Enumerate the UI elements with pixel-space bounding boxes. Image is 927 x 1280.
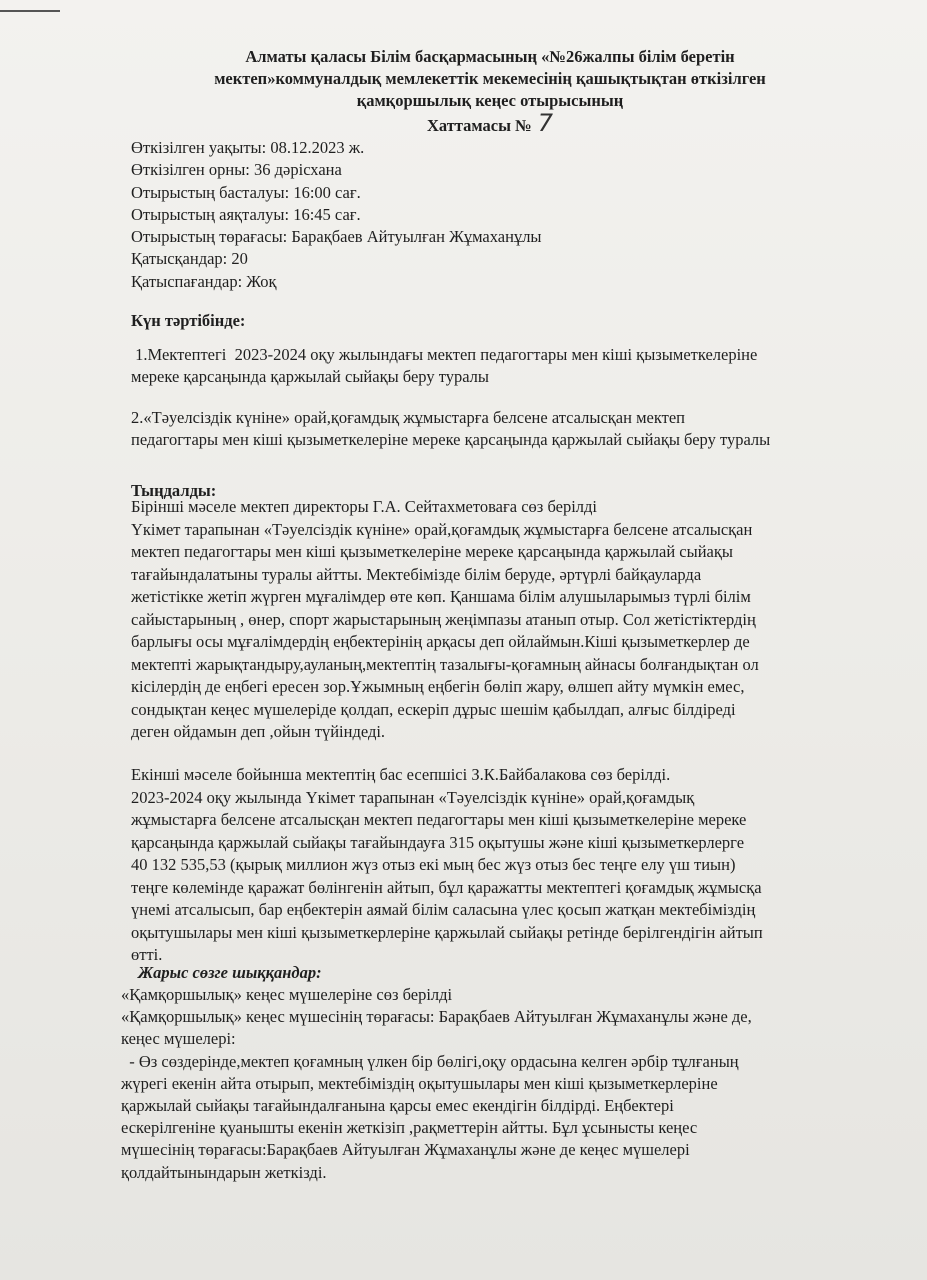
meeting-start: Отырыстың басталуы: 16:00 сағ. xyxy=(131,182,361,202)
paragraph-line: ескерілгеніне қуанышты екенін жеткізіп ,рақметтерін айтты. Бұл ұсынысты кеңес xyxy=(121,1118,698,1138)
meeting-details xyxy=(131,137,542,293)
paragraph-line: теңге көлемінде қаражат бөлінгенін айтып, бұл қаражатты мектептегі қоғамдық жұмысқа xyxy=(131,877,762,897)
first-issue-paragraph xyxy=(131,496,891,744)
document-header xyxy=(160,46,820,137)
protocol-title xyxy=(160,109,820,137)
paragraph-line: Екінші мәселе бойынша мектептің бас есепшісі З.К.Байбалакова сөз берілді. xyxy=(131,765,671,784)
header-line-3: қамқоршылық кеңес отырысының xyxy=(356,91,624,110)
paragraph-line: Бірінші мәселе мектеп директоры Г.А. Сейтахметоваға сөз берілді xyxy=(131,497,597,516)
agenda-item-2-line-2: педагогтары мен кіші қызыметкелеріне мереке қарсаңында қаржылай сыйақы беру туралы xyxy=(131,430,771,449)
paragraph-line: мектепті жарықтандыру,ауланың,мектептің тазалығы-қоғамның айнасы болғандықтан ол xyxy=(131,654,759,674)
meeting-chair: Отырыстың төрағасы: Барақбаев Айтуылған Жұмаханұлы xyxy=(131,227,542,247)
paragraph-line: қаржылай сыйақы тағайындалғанына қарсы емес екендігін білдірді. Еңбектері xyxy=(121,1096,674,1116)
paragraph-line: «Қамқоршылық» кеңес мүшесінің төрағасы: Барақбаев Айтуылған Жұмаханұлы және де, xyxy=(121,1007,752,1027)
paragraph-line: өтті. xyxy=(131,945,163,964)
paragraph-line: барлығы осы мұғалімдердің еңбектерінің арқасы деп ойлаймын.Кіші қызыметкерлер де xyxy=(131,632,750,651)
header-line-1: Алматы қаласы Білім басқармасының «№26жалпы білім беретін xyxy=(245,47,735,66)
protocol-number-handwritten: 7 xyxy=(537,109,553,137)
protocol-label: Хаттамасы № xyxy=(427,116,532,135)
second-issue-paragraph xyxy=(131,764,891,967)
agenda-item-1-line-2: мереке қарсаңында қаржылай сыйақы беру туралы xyxy=(131,367,489,386)
paragraph-line: сондықтан кеңес мүшелеріде қолдап, ескеріп дұрыс шешім қабылдап, алғыс білдіреді xyxy=(131,699,736,719)
absent-count: Қатыспағандар: Жоқ xyxy=(131,271,277,291)
meeting-end: Отырыстың аяқталуы: 16:45 сағ. xyxy=(131,204,361,224)
agenda-title: Күн тәртібінде: xyxy=(131,311,246,330)
paragraph-line: жетістікке жетіп жүрген мұғалімдер өте көп. Қаншама білім алушыларымыз түрлі білім xyxy=(131,587,751,606)
agenda-item-2-line-1: 2.«Тәуелсіздік күніне» орай,қоғамдық жұмыстарға белсене атсалысқан мектеп xyxy=(131,408,686,427)
header-line-2: мектеп»коммуналдық мемлекеттік мекемесінің қашықтықтан өткізілген xyxy=(214,69,766,88)
debate-title: Жарыс сөзге шыққандар: xyxy=(138,963,322,982)
agenda-item-1 xyxy=(131,344,871,388)
heard-title: Тыңдалды: xyxy=(131,481,217,500)
paragraph-line: үнемі атсалысып, бар еңбектерін аямай білім саласына үлес қосып жатқан мектебіміздің xyxy=(131,900,756,919)
paragraph-line: Үкімет тарапынан «Тәуелсіздік күніне» орай,қоғамдық жұмыстарға белсене атсалысқан xyxy=(131,519,753,539)
pen-mark xyxy=(0,10,60,12)
agenda-item-2 xyxy=(131,407,891,451)
paragraph-line: 2023-2024 оқу жылында Үкімет тарапынан «Тәуелсіздік күніне» орай,қоғамдық xyxy=(131,787,695,807)
paragraph-line: - Өз сөздерінде,мектеп қоғамның үлкен бір бөлігі,оқу ордасына келген әрбір тұлғаның xyxy=(121,1051,739,1071)
paragraph-line: мүшесінің төрағасы:Барақбаев Айтуылған Жұмаханұлы және де кеңес мүшелері xyxy=(121,1140,690,1160)
paragraph-line: кеңес мүшелері: xyxy=(121,1029,236,1049)
paragraph-line: оқытушылары мен кіші қызыметкерлеріне қаржылай сыйақы ретінде берілгендігін айтып xyxy=(131,922,763,942)
paragraph-line: жүрегі екенін айта отырып, мектебіміздің оқытушылары мен кіші қызыметкерлеріне xyxy=(121,1073,718,1093)
paragraph-line: «Қамқоршылық» кеңес мүшелеріне сөз берілді xyxy=(121,985,453,1004)
paragraph-line: мектеп педагогтары мен кіші қызыметкелеріне мереке қарсаңында қаржылай сыйақы xyxy=(131,542,733,561)
paragraph-line: деген ойдамын деп ,ойын түйіндеді. xyxy=(131,722,386,741)
meeting-date: Өткізілген уақыты: 08.12.2023 ж. xyxy=(131,138,365,157)
debate-paragraph xyxy=(121,984,901,1184)
paragraph-line: қарсаңында қаржылай сыйақы тағайындауға 315 оқытушы және кіші қызыметкерлерге xyxy=(131,832,745,852)
paragraph-line: сайыстарының , өнер, спорт жарыстарының жеңімпазы атанып отыр. Сол жетістіктердің xyxy=(131,609,756,629)
paragraph-line: жұмыстарға белсене атсалысқан мектеп педагогтары мен кіші қызыметкелеріне мереке xyxy=(131,810,747,829)
paragraph-line: тағайындалатыны туралы айтты. Мектебімізде білім беруде, әртүрлі байқауларда xyxy=(131,564,702,584)
agenda-item-1-line-1: 1.Мектептегі 2023-2024 оқу жылындағы мектеп педагогтары мен кіші қызыметкелеріне xyxy=(131,345,758,364)
meeting-place: Өткізілген орны: 36 дәрісхана xyxy=(131,160,342,180)
paragraph-line: 40 132 535,53 (қырық миллион жүз отыз екі мың бес жүз отыз бес теңге елу үш тиын) xyxy=(131,855,736,874)
paragraph-line: кісілердің де еңбегі ересен зор.Ұжымның еңбегін бөліп жару, өлшеп айту мүмкін емес, xyxy=(131,677,745,696)
paragraph-line: қолдайтынындарын жеткізді. xyxy=(121,1162,327,1182)
attended-count: Қатысқандар: 20 xyxy=(131,249,248,269)
